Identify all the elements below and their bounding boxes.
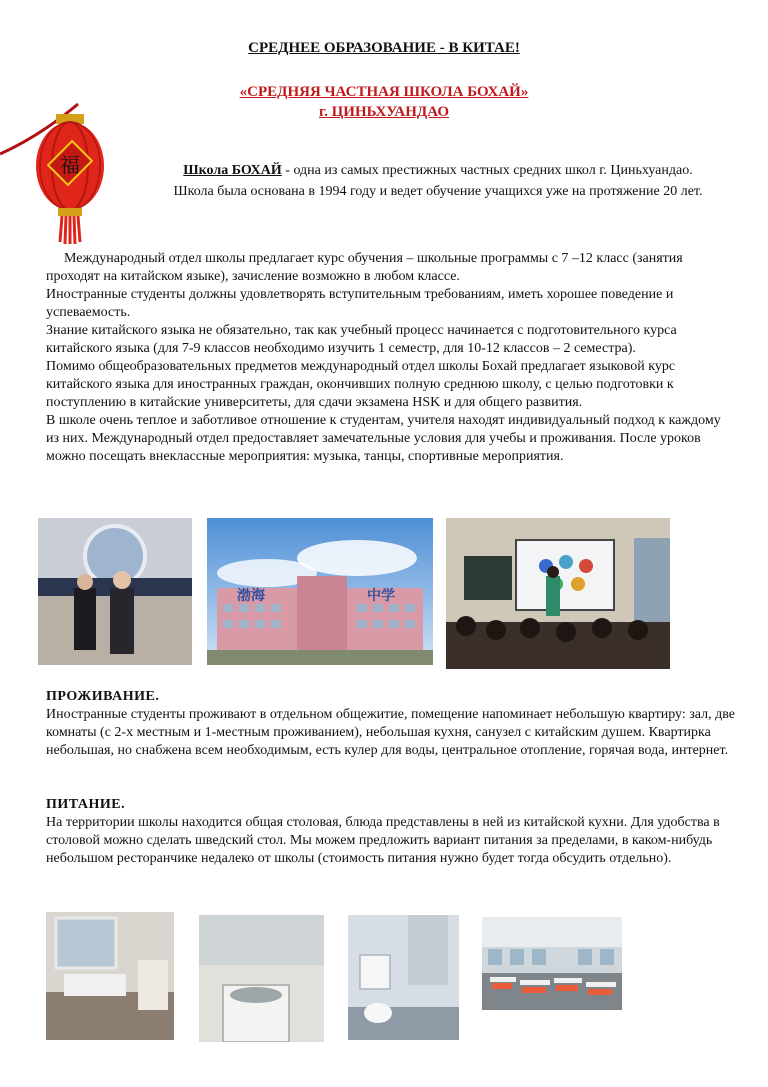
ground bbox=[207, 650, 433, 665]
photo-classroom bbox=[446, 518, 670, 669]
intro-line-1 bbox=[128, 160, 748, 181]
page-title: СРЕДНЕЕ ОБРАЗОВАНИЕ - В КИТАЕ! bbox=[248, 40, 520, 56]
city-heading: г. ЦИНЬХУАНДАО bbox=[318, 104, 449, 120]
food-section bbox=[46, 796, 736, 868]
bed bbox=[64, 974, 126, 996]
photo-bathroom-sink bbox=[199, 915, 324, 1042]
food-title: ПИТАНИЕ. bbox=[46, 797, 126, 812]
room-window bbox=[56, 918, 116, 968]
person-right bbox=[110, 588, 134, 654]
food-text-line-1: На территории школы находится общая столовая, блюда представлены в ней из китайской кухни. Для удобства в bbox=[46, 815, 720, 830]
photo-canteen bbox=[482, 917, 622, 1010]
paragraph-courses: Помимо общеобразовательных предметов международный отдел школы Бохай предлагает языковой курс китайского языка для иностранных граждан, окончивших полную среднюю школу, с целью подготовки к поступлению в китайские университеты, для сдачи экзамена HSK и для общего развития. bbox=[46, 359, 676, 410]
lantern-tassel bbox=[60, 216, 80, 244]
building-sign-left: 渤海 bbox=[237, 588, 265, 604]
person-left bbox=[74, 588, 96, 650]
projector-screen bbox=[516, 540, 614, 610]
screen-icon-5 bbox=[571, 577, 585, 591]
school-name-heading: «СРЕДНЯЯ ЧАСТНАЯ ШКОЛА БОХАЙ» bbox=[239, 84, 529, 100]
paragraph-requirements: Иностранные студенты должны удовлетворять вступительным требованиям, иметь хорошее поведение и успеваемость. bbox=[46, 287, 674, 320]
canteen-ceiling bbox=[482, 917, 622, 947]
food-text-line-2: столовой можно сделать шведский стол. Мы можем предложить вариант питания за пределами, в каком-нибудь небольшом ресторанчике недалеко от школы (стоимость питания нужно будет тогда обсудить отдельно). bbox=[46, 833, 713, 866]
lantern-bottom-cap bbox=[58, 208, 82, 216]
toilet bbox=[364, 1003, 392, 1023]
chinese-lantern-image bbox=[0, 96, 140, 246]
intro-line-1-text: - одна из самых престижных частных средних школ г. Циньхуандао. bbox=[281, 163, 693, 178]
screen-icon-2 bbox=[559, 555, 573, 569]
building-sign-right: 中学 bbox=[367, 588, 395, 604]
person-left-head bbox=[77, 574, 93, 590]
intro-line-2: Школа была основана в 1994 году и ведет обучение учащихся уже на протяжение 20 лет. bbox=[173, 184, 703, 199]
blackboard bbox=[464, 556, 512, 600]
housing-title: ПРОЖИВАНИЕ. bbox=[46, 689, 160, 704]
lantern-character: 福 bbox=[60, 153, 80, 177]
photo-bathroom-toilet bbox=[348, 915, 459, 1040]
main-text bbox=[46, 250, 736, 466]
window bbox=[634, 538, 670, 628]
photo-handshake bbox=[38, 518, 192, 665]
intro-block bbox=[128, 160, 748, 202]
bathroom-upper-wall bbox=[199, 915, 324, 965]
screen-icon-3 bbox=[579, 559, 593, 573]
wardrobe bbox=[138, 960, 168, 1010]
paragraph-program: Международный отдел школы предлагает курс обучения – школьные программы с 7 –12 класс (занятия проходят на китайском языке), зачисление возможно в любом классе. bbox=[46, 251, 683, 284]
paragraph-language: Знание китайского языка не обязательно, так как учебный процесс начинается с подготовительного курса китайского языка (для 7-9 классов необходимо изучить 1 семестр, для 10-12 классов – 2 семестра). bbox=[46, 323, 677, 356]
teacher bbox=[546, 576, 560, 616]
school-label: Школа БОХАЙ bbox=[183, 163, 282, 178]
housing-section bbox=[46, 688, 736, 760]
teacher-head bbox=[547, 566, 559, 578]
person-right-head bbox=[113, 571, 131, 589]
door bbox=[408, 915, 448, 985]
machine-lid bbox=[230, 987, 282, 1003]
photo-dorm-room bbox=[46, 912, 174, 1040]
paragraph-atmosphere: В школе очень теплое и заботливое отношение к студентам, учителя находят индивидуальный подход к каждому из них. Международный отдел предоставляет замечательные условия для учебы и проживания. После уроков можно посещать внеклассные мероприятия: музыка, танцы, спортивные мероприятия. bbox=[46, 413, 721, 464]
housing-text: Иностранные студенты проживают в отдельном общежитие, помещение напоминает небольшую квартиру: зал, две комнаты (с 2-х местным и 1-местным проживанием), небольшая кухня, санузел с китайским душем. Квартирка небольшая, но снабжена всем необходимым, есть кулер для воды, центральное отопление, горячая вода, интернет. bbox=[46, 707, 735, 758]
photo-school-building bbox=[207, 518, 433, 665]
sink bbox=[360, 955, 390, 989]
